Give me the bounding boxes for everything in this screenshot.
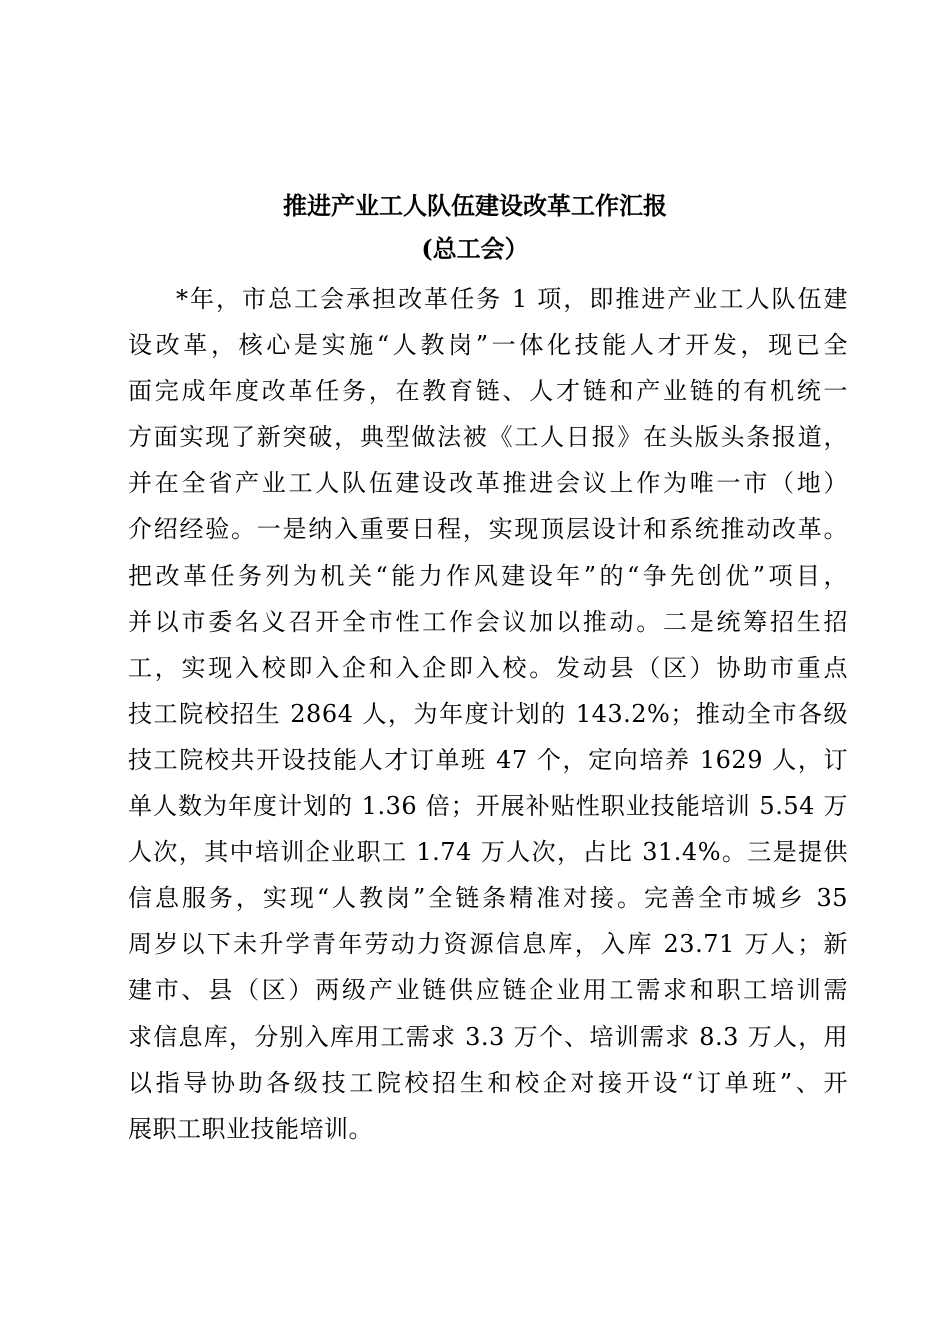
document-subtitle: (总工会） (421, 234, 529, 263)
paragraph-line: 信息服务，实现“人教岗”全链条精准对接。完善全市城乡 35 (128, 884, 848, 913)
paragraph-line: 工，实现入校即入企和入企即入校。发动县（区）协助市重点 (128, 653, 848, 682)
paragraph-line: 技工院校共开设技能人才订单班 47 个，定向培养 1629 人，订 (128, 745, 848, 774)
paragraph-line: *年，市总工会承担改革任务 1 项，即推进产业工人队伍建 (176, 285, 848, 313)
paragraph-line: 并在全省产业工人队伍建设改革推进会议上作为唯一市（地） (128, 469, 848, 498)
paragraph-line: 方面实现了新突破，典型做法被《工人日报》在头版头条报道， (128, 423, 848, 452)
paragraph-line: 介绍经验。一是纳入重要日程，实现顶层设计和系统推动改革。 (128, 515, 848, 544)
body-paragraph (128, 276, 848, 1152)
document-title: 推进产业工人队伍建设改革工作汇报 (283, 191, 667, 220)
paragraph-line: 面完成年度改革任务，在教育链、人才链和产业链的有机统一 (128, 377, 848, 406)
paragraph-line: 周岁以下未升学青年劳动力资源信息库，入库 23.71 万人；新 (128, 930, 848, 959)
paragraph-line: 展职工职业技能培训。 (128, 1114, 373, 1143)
paragraph-line: 技工院校招生 2864 人，为年度计划的 143.2%；推动全市各级 (128, 699, 848, 728)
paragraph-line: 把改革任务列为机关“能力作风建设年”的“争先创优”项目， (128, 561, 848, 590)
paragraph-line: 以指导协助各级技工院校招生和校企对接开设“订单班”、开 (128, 1068, 848, 1097)
paragraph-line: 求信息库，分别入库用工需求 3.3 万个、培训需求 8.3 万人，用 (128, 1022, 848, 1051)
paragraph-line: 建市、县（区）两级产业链供应链企业用工需求和职工培训需 (128, 976, 848, 1005)
paragraph-line: 设改革，核心是实施“人教岗”一体化技能人才开发，现已全 (128, 331, 848, 360)
paragraph-line: 并以市委名义召开全市性工作会议加以推动。二是统筹招生招 (128, 607, 848, 636)
paragraph-line: 单人数为年度计划的 1.36 倍；开展补贴性职业技能培训 5.54 万 (128, 792, 848, 821)
paragraph-line: 人次，其中培训企业职工 1.74 万人次，占比 31.4%。三是提供 (128, 838, 848, 867)
